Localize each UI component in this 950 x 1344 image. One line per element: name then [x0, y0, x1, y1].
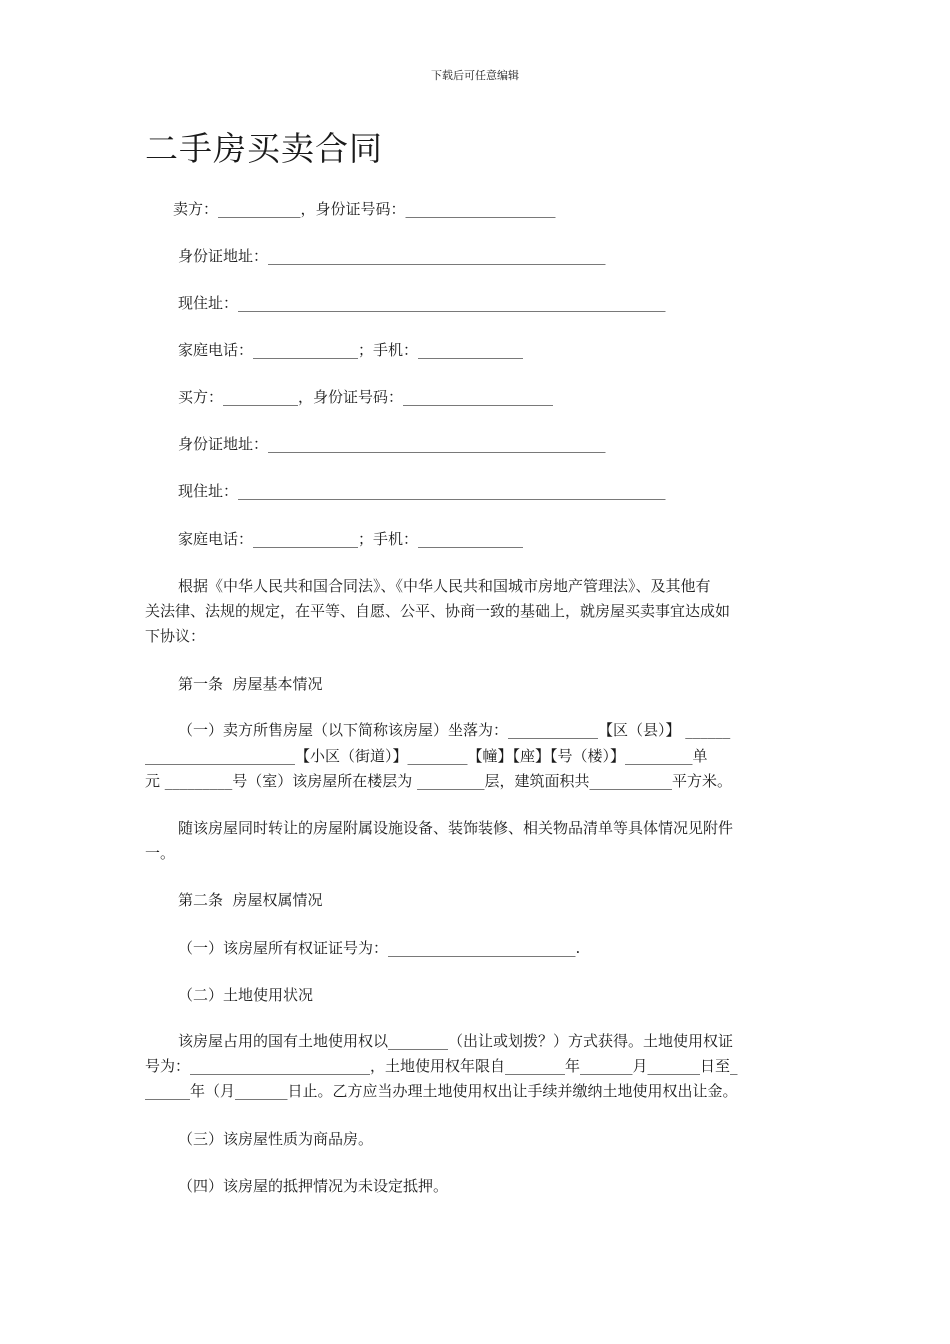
land-use-line-2: 号为：________________________，土地使用权年限自________年_______月_______日至_: [145, 1057, 738, 1075]
article2-item3: （三）该房屋性质为商品房。: [178, 1130, 374, 1148]
seller-phone-line: 家庭电话：______________；手机：______________: [178, 341, 524, 359]
buyer-phone-line: 家庭电话：______________；手机：______________: [178, 530, 524, 548]
preamble-line-3: 下协议：: [145, 627, 206, 645]
article2-heading: 第二条 房屋权属情况: [178, 891, 323, 909]
article1-item1-line-3: 元 _________号（室）该房屋所在楼层为 _________层，建筑面积共___________平方米。: [145, 772, 733, 790]
article1-heading: 第一条 房屋基本情况: [178, 675, 323, 693]
preamble-line-1: 根据《中华人民共和国合同法》、《中华人民共和国城市房地产管理法》、及其他有: [178, 577, 711, 595]
seller-residence-line: 现住址：_________________________________________________________: [178, 294, 666, 312]
seller-id-address-line: 身份证地址：_____________________________________________: [178, 247, 606, 265]
article2-item1: （一）该房屋所有权证证号为：_________________________.: [178, 939, 581, 957]
seller-name-line: 卖方：___________，身份证号码：____________________: [173, 200, 556, 218]
land-use-line-1: 该房屋占用的国有土地使用权以________（出让或划拨？）方式获得。土地使用权证: [178, 1032, 734, 1050]
article2-item2: （二）土地使用状况: [178, 986, 314, 1004]
document-title: 二手房买卖合同: [145, 129, 383, 168]
article1-note-line-2: 一。: [145, 844, 176, 862]
article2-item4: （四）该房屋的抵押情况为未设定抵押。: [178, 1177, 449, 1195]
article1-item1-line-1: （一）卖方所售房屋（以下简称该房屋）坐落为：____________【区（县）】 ______: [178, 721, 731, 739]
land-use-line-3: ______年（月_______日止。乙方应当办理土地使用权出让手续并缴纳土地使用权出让金。: [145, 1082, 738, 1100]
article1-item1-line-2: ____________________【小区（街道）】________【幢】【座】【号（楼）】_________单: [145, 747, 708, 765]
preamble-line-2: 关法律、法规的规定，在平等、自愿、公平、协商一致的基础上，就房屋买卖事宜达成如: [145, 602, 731, 620]
buyer-id-address-line: 身份证地址：_____________________________________________: [178, 435, 606, 453]
buyer-name-line: 买方：__________，身份证号码：____________________: [178, 388, 554, 406]
buyer-residence-line: 现住址：_________________________________________________________: [178, 482, 666, 500]
page-header: 下载后可任意编辑: [431, 69, 519, 82]
article1-note-line-1: 随该房屋同时转让的房屋附属设施设备、装饰装修、相关物品清单等具体情况见附件: [178, 819, 734, 837]
